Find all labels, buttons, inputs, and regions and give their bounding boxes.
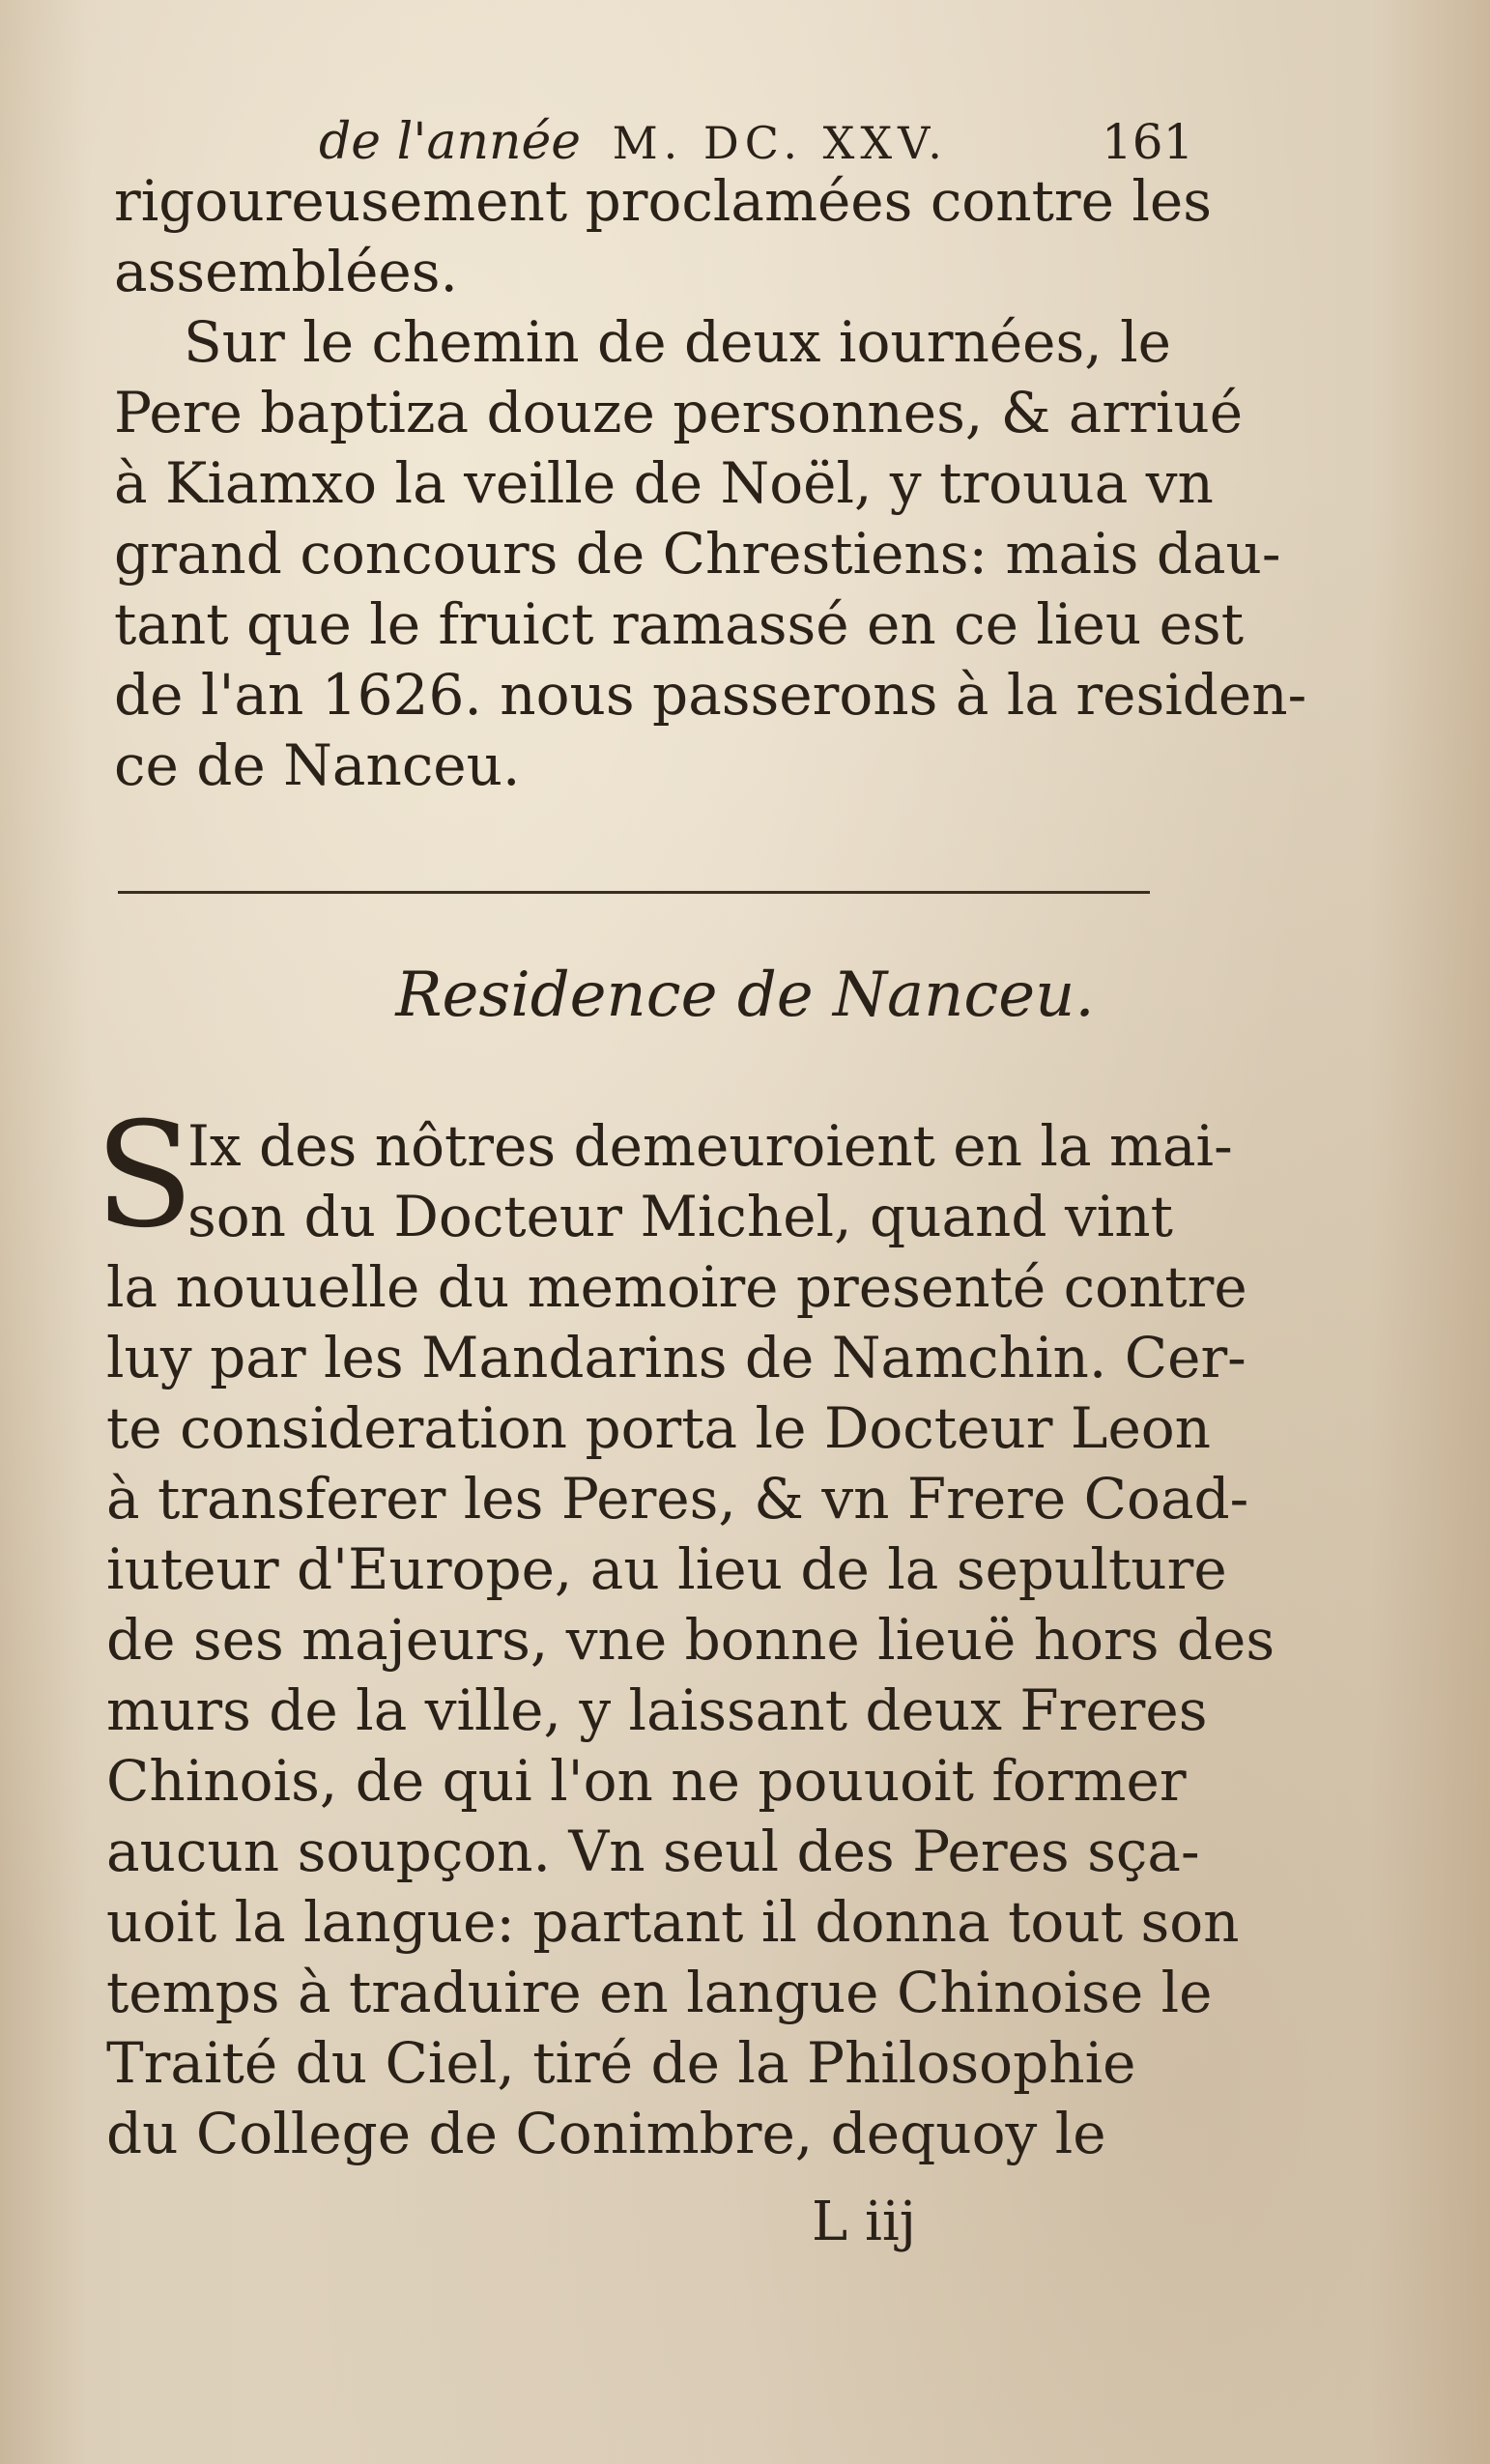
- text-line: la nouuelle du memoire presenté contre: [106, 1254, 1247, 1320]
- running-head-italic: de l'année: [319, 113, 582, 171]
- text-line: iuteur d'Europe, au lieu de la sepulture: [106, 1536, 1227, 1602]
- page-number: 161: [1102, 114, 1194, 170]
- drop-cap: S: [95, 1092, 194, 1260]
- text-line: à transferer les Peres, & vn Frere Coad-: [106, 1466, 1249, 1532]
- signature-mark: L iij: [812, 2191, 917, 2253]
- text-line: te consideration porta le Docteur Leon: [106, 1395, 1212, 1461]
- text-line: Traité du Ciel, tiré de la Philosophie: [106, 2030, 1136, 2096]
- section-divider: [118, 891, 1150, 894]
- text-line: de l'an 1626. nous passerons à la residen-: [114, 662, 1307, 728]
- text-line: Ix des nôtres demeuroient en la mai-: [187, 1113, 1233, 1179]
- text-line: Chinois, de qui l'on ne pouuoit former: [106, 1748, 1187, 1814]
- text-line: son du Docteur Michel, quand vint: [187, 1184, 1173, 1249]
- text-line: ce de Nanceu.: [114, 732, 521, 798]
- text-line: tant que le fruict ramassé en ce lieu est: [114, 591, 1245, 657]
- text-line: luy par les Mandarins de Namchin. Cer-: [106, 1325, 1246, 1390]
- text-line: assemblées.: [114, 239, 458, 304]
- text-line: à Kiamxo la veille de Noël, y trouua vn: [114, 450, 1214, 516]
- text-line: uoit la langue: partant il donna tout son: [106, 1889, 1240, 1955]
- text-line: Sur le chemin de deux iournées, le: [184, 309, 1171, 375]
- paragraph-1: [114, 166, 1307, 801]
- text-line: aucun soupçon. Vn seul des Peres sça-: [106, 1819, 1200, 1884]
- text-line: Pere baptiza douze personnes, & arriué: [114, 380, 1244, 445]
- text-line: grand concours de Chrestiens: mais dau-: [114, 521, 1281, 587]
- running-head-year: M. DC. XXV.: [612, 117, 948, 169]
- paragraph-2: [106, 1111, 1275, 2169]
- text-line: de ses majeurs, vne bonne lieuë hors des: [106, 1607, 1275, 1673]
- text-line: rigoureusement proclamées contre les: [114, 168, 1213, 234]
- text-line: temps à traduire en langue Chinoise le: [106, 1960, 1213, 2025]
- text-line: du College de Conimbre, dequoy le: [106, 2101, 1106, 2166]
- text-line: murs de la ville, y laissant deux Freres: [106, 1677, 1208, 1743]
- section-title: Residence de Nanceu.: [395, 960, 1095, 1031]
